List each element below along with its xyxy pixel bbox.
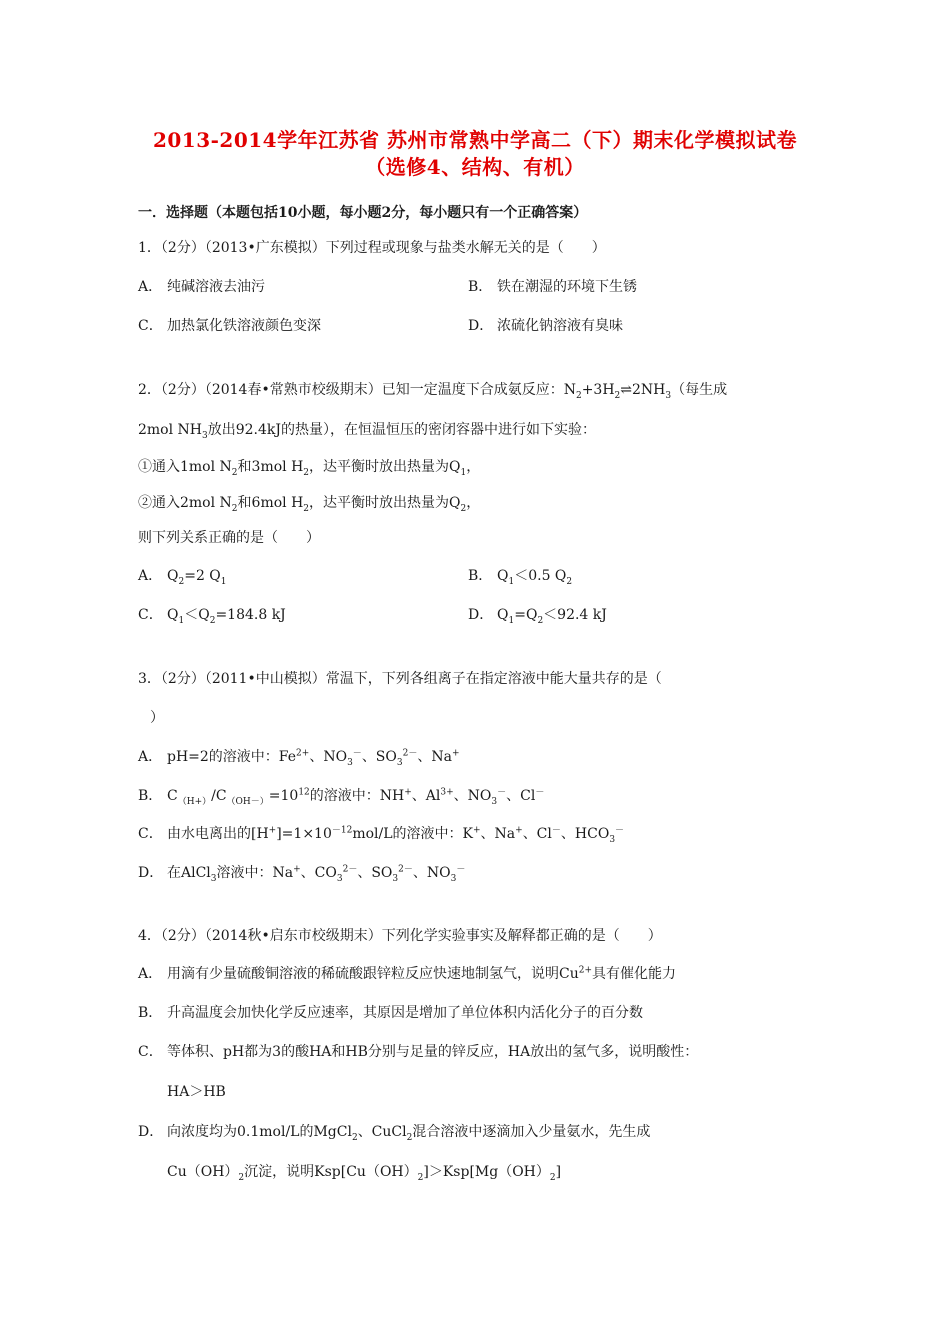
subscript-text: 2 [303,503,310,514]
inline-text: ] [555,1164,562,1180]
q3-stem: 3．（2分）（2011•中山模拟）常温下，下列各组离子在指定溶液中能大量共存的是（ [138,671,662,687]
inline-text: ②通入2mol N [138,495,232,511]
inline-text: Q [497,568,509,584]
superscript-text: 2+ [296,748,310,759]
subscript-text: 2 [238,1172,245,1183]
subscript-text: 2 [537,615,544,626]
inline-text: 、Al [411,788,441,804]
q2-option-a[interactable] [138,565,227,585]
inline-text: 向浓度均为0.1mol/L的MgCl [167,1124,352,1140]
inline-text: ＜92.4 kJ [543,607,607,623]
inline-text: 2mol NH [138,422,202,438]
subscript-text: 3 [665,390,672,401]
inline-text: 铁在潮湿的环境下生锈 [497,279,637,295]
inline-text: =Q [514,607,538,623]
inline-text: Q [167,607,179,623]
subscript-text: 3 [450,873,457,884]
inline-text: B． [138,788,163,804]
subscript-text: 2 [575,390,582,401]
superscript-text: + [268,825,277,836]
subscript-text: （H+） [177,796,212,807]
inline-text: D． [138,1124,164,1140]
inline-text: 、NO [309,749,348,765]
subscript-text: 2 [231,467,238,478]
inline-text: 、CO [300,865,337,881]
section-heading: 一．选择题（本题包括10小题，每小题2分，每小题只有一个正确答案） [138,205,588,221]
subscript-text: 2 [303,467,310,478]
superscript-text: － [551,825,561,836]
q4-option-c-cont: HA＞HB [167,1084,226,1100]
superscript-text: － [352,748,362,759]
inline-text: 纯碱溶液去油污 [167,279,265,295]
subscript-text: 1 [220,576,227,587]
inline-text: 在AlCl [167,865,211,881]
inline-text: 升高温度会加快化学反应速率，其原因是增加了单位体积内活化分子的百分数 [167,1005,643,1021]
inline-text: 、Na [417,749,452,765]
inline-text: ]=1×10 [276,826,332,842]
inline-text: A． [138,966,163,982]
inline-text: C． [138,607,163,623]
q2-experiment-1 [138,456,480,476]
subscript-text: 2 [566,576,573,587]
inline-text: A． [138,749,163,765]
subscript-text: 3 [609,834,616,845]
q2-stem-line2 [138,419,596,439]
inline-text: D． [138,865,164,881]
subscript-text: 3 [210,873,217,884]
inline-text: 、SO [361,749,397,765]
subscript-text: 3 [347,757,353,768]
q2-experiment-2 [138,492,480,512]
subscript-text: 3 [491,796,498,807]
inline-text: B． [468,568,493,584]
q1-option-c[interactable] [138,315,321,335]
q2-option-d[interactable] [468,604,607,624]
inline-text: pH=2的溶液中：Fe [167,749,297,765]
inline-text: 混合溶液中逐滴加入少量氨水，先生成 [412,1124,651,1140]
subscript-text: 3 [202,430,208,441]
inline-text: 和3mol H [237,459,304,475]
q4-option-a[interactable] [138,963,676,983]
inline-text: 、NO [412,865,451,881]
superscript-text: － [497,787,507,798]
inline-text: ＜0.5 Q [514,568,567,584]
inline-text: C． [138,318,163,334]
q1-option-b[interactable] [468,276,637,296]
inline-text: ＜Q [184,607,210,623]
subscript-text: 3 [336,873,343,884]
superscript-text: + [515,825,523,836]
inline-text: /C [211,788,227,804]
superscript-text: 12 [298,787,310,798]
inline-text: Cu（OH） [167,1164,239,1180]
inline-text: 用滴有少量硫酸铜溶液的稀硫酸跟锌粒反应快速地制氢气，说明Cu [167,966,579,982]
q4-option-d[interactable] [138,1121,650,1141]
q3-stem-cont: ） [150,710,164,726]
subscript-text: （OH－） [226,796,269,807]
subscript-text: 2 [351,1132,358,1143]
superscript-text: 2+ [578,965,593,976]
inline-text: ，达平衡时放出热量为Q [309,495,461,511]
inline-text: 由水电离出的[H [167,826,269,842]
inline-text: 2．（2分）（2014春•常熟市校级期末）已知一定温度下合成氨反应：N [138,382,576,398]
inline-text: ⇌2NH [620,382,666,398]
superscript-text: － [535,787,545,798]
inline-text: B． [468,279,493,295]
superscript-text: － [615,825,625,836]
q1-option-a[interactable] [138,276,265,296]
q2-ask: 则下列关系正确的是（ ） [138,530,320,546]
inline-text: ， [466,495,481,511]
superscript-text: 2－ [398,864,413,875]
inline-text: C． [138,1044,163,1060]
inline-text: +3H [581,382,615,398]
q3-option-a[interactable] [138,746,460,766]
exam-title: 2013-2014学年江苏省 苏州市常熟中学高二（下）期末化学模拟试卷 [152,128,798,152]
inline-text: 加热氯化铁溶液颜色变深 [167,318,321,334]
inline-text: 、Cl [522,826,552,842]
inline-text: 沉淀，说明Ksp[Cu（OH） [244,1164,418,1180]
q4-stem: 4．（2分）（2014秋•启东市校级期末）下列化学实验事实及解释都正确的是（ ） [138,928,662,944]
inline-text: 等体积、pH都为3的酸HA和HB分别与足量的锌反应，HA放出的氢气多，说明酸性： [167,1044,699,1060]
inline-text: ，达平衡时放出热量为Q [309,459,461,475]
subscript-text: 2 [417,1172,424,1183]
inline-text: C． [138,826,163,842]
inline-text: Q [497,607,509,623]
q4-option-d-cont [167,1161,561,1181]
superscript-text: + [404,787,412,798]
inline-text: A． [138,279,163,295]
inline-text: B． [138,1005,163,1021]
inline-text: mol/L的溶液中：K [352,826,473,842]
inline-text: 、CuCl [357,1124,407,1140]
q2-option-b[interactable] [468,565,572,585]
subscript-text: 2 [406,1132,413,1143]
superscript-text: 3+ [440,787,454,798]
q4-option-c[interactable] [138,1041,698,1061]
superscript-text: + [293,864,301,875]
subscript-text: 2 [549,1172,556,1183]
inline-text: 、Cl [506,788,536,804]
subscript-text: 1 [508,576,515,587]
superscript-text: －12 [331,825,353,836]
subscript-text: 2 [209,615,216,626]
q4-option-b[interactable] [138,1002,643,1022]
q3-option-d[interactable] [138,862,465,882]
inline-text: 、NO [453,788,492,804]
superscript-text: － [456,864,466,875]
superscript-text: 2－ [342,864,358,875]
inline-text: C [167,788,178,804]
q2-option-c[interactable] [138,604,286,624]
superscript-text: 2－ [402,748,418,759]
subscript-text: 2 [614,390,621,401]
inline-text: D． [468,607,494,623]
superscript-text: + [451,748,460,759]
inline-text: Q [167,568,179,584]
inline-text: D． [468,318,494,334]
exam-subtitle: （选修4、结构、有机） [365,155,585,179]
inline-text: （每生成 [671,382,728,398]
subscript-text: 1 [460,467,467,478]
inline-text: =184.8 kJ [215,607,286,623]
q2-stem [138,379,727,399]
inline-text: 浓硫化钠溶液有臭味 [497,318,623,334]
subscript-text: 1 [178,615,185,626]
inline-text: 放出92.4kJ的热量），在恒温恒压的密闭容器中进行如下实验： [207,422,597,438]
q1-stem: 1．（2分）（2013•广东模拟）下列过程或现象与盐类水解无关的是（ ） [138,240,606,256]
subscript-text: 2 [460,503,467,514]
inline-text: 的溶液中：NH [309,788,405,804]
q3-option-c[interactable] [138,823,624,843]
inline-text: =2 Q [184,568,221,584]
inline-text: 、Na [480,826,516,842]
inline-text: ]＞Ksp[Mg（OH） [423,1164,550,1180]
subscript-text: 3 [392,873,399,884]
inline-text: ， [466,459,481,475]
subscript-text: 2 [178,576,185,587]
inline-text: 具有催化能力 [592,966,677,982]
q1-option-d[interactable] [468,315,623,335]
q3-option-b[interactable] [138,785,544,805]
inline-text: A． [138,568,163,584]
superscript-text: + [472,825,481,836]
inline-text: 溶液中：Na [216,865,294,881]
subscript-text: 1 [508,615,515,626]
inline-text: 和6mol H [237,495,304,511]
inline-text: 、SO [357,865,393,881]
inline-text: 、HCO [560,826,610,842]
inline-text: =10 [268,788,299,804]
inline-text: ①通入1mol N [138,459,232,475]
subscript-text: 3 [396,757,403,768]
subscript-text: 2 [231,503,238,514]
